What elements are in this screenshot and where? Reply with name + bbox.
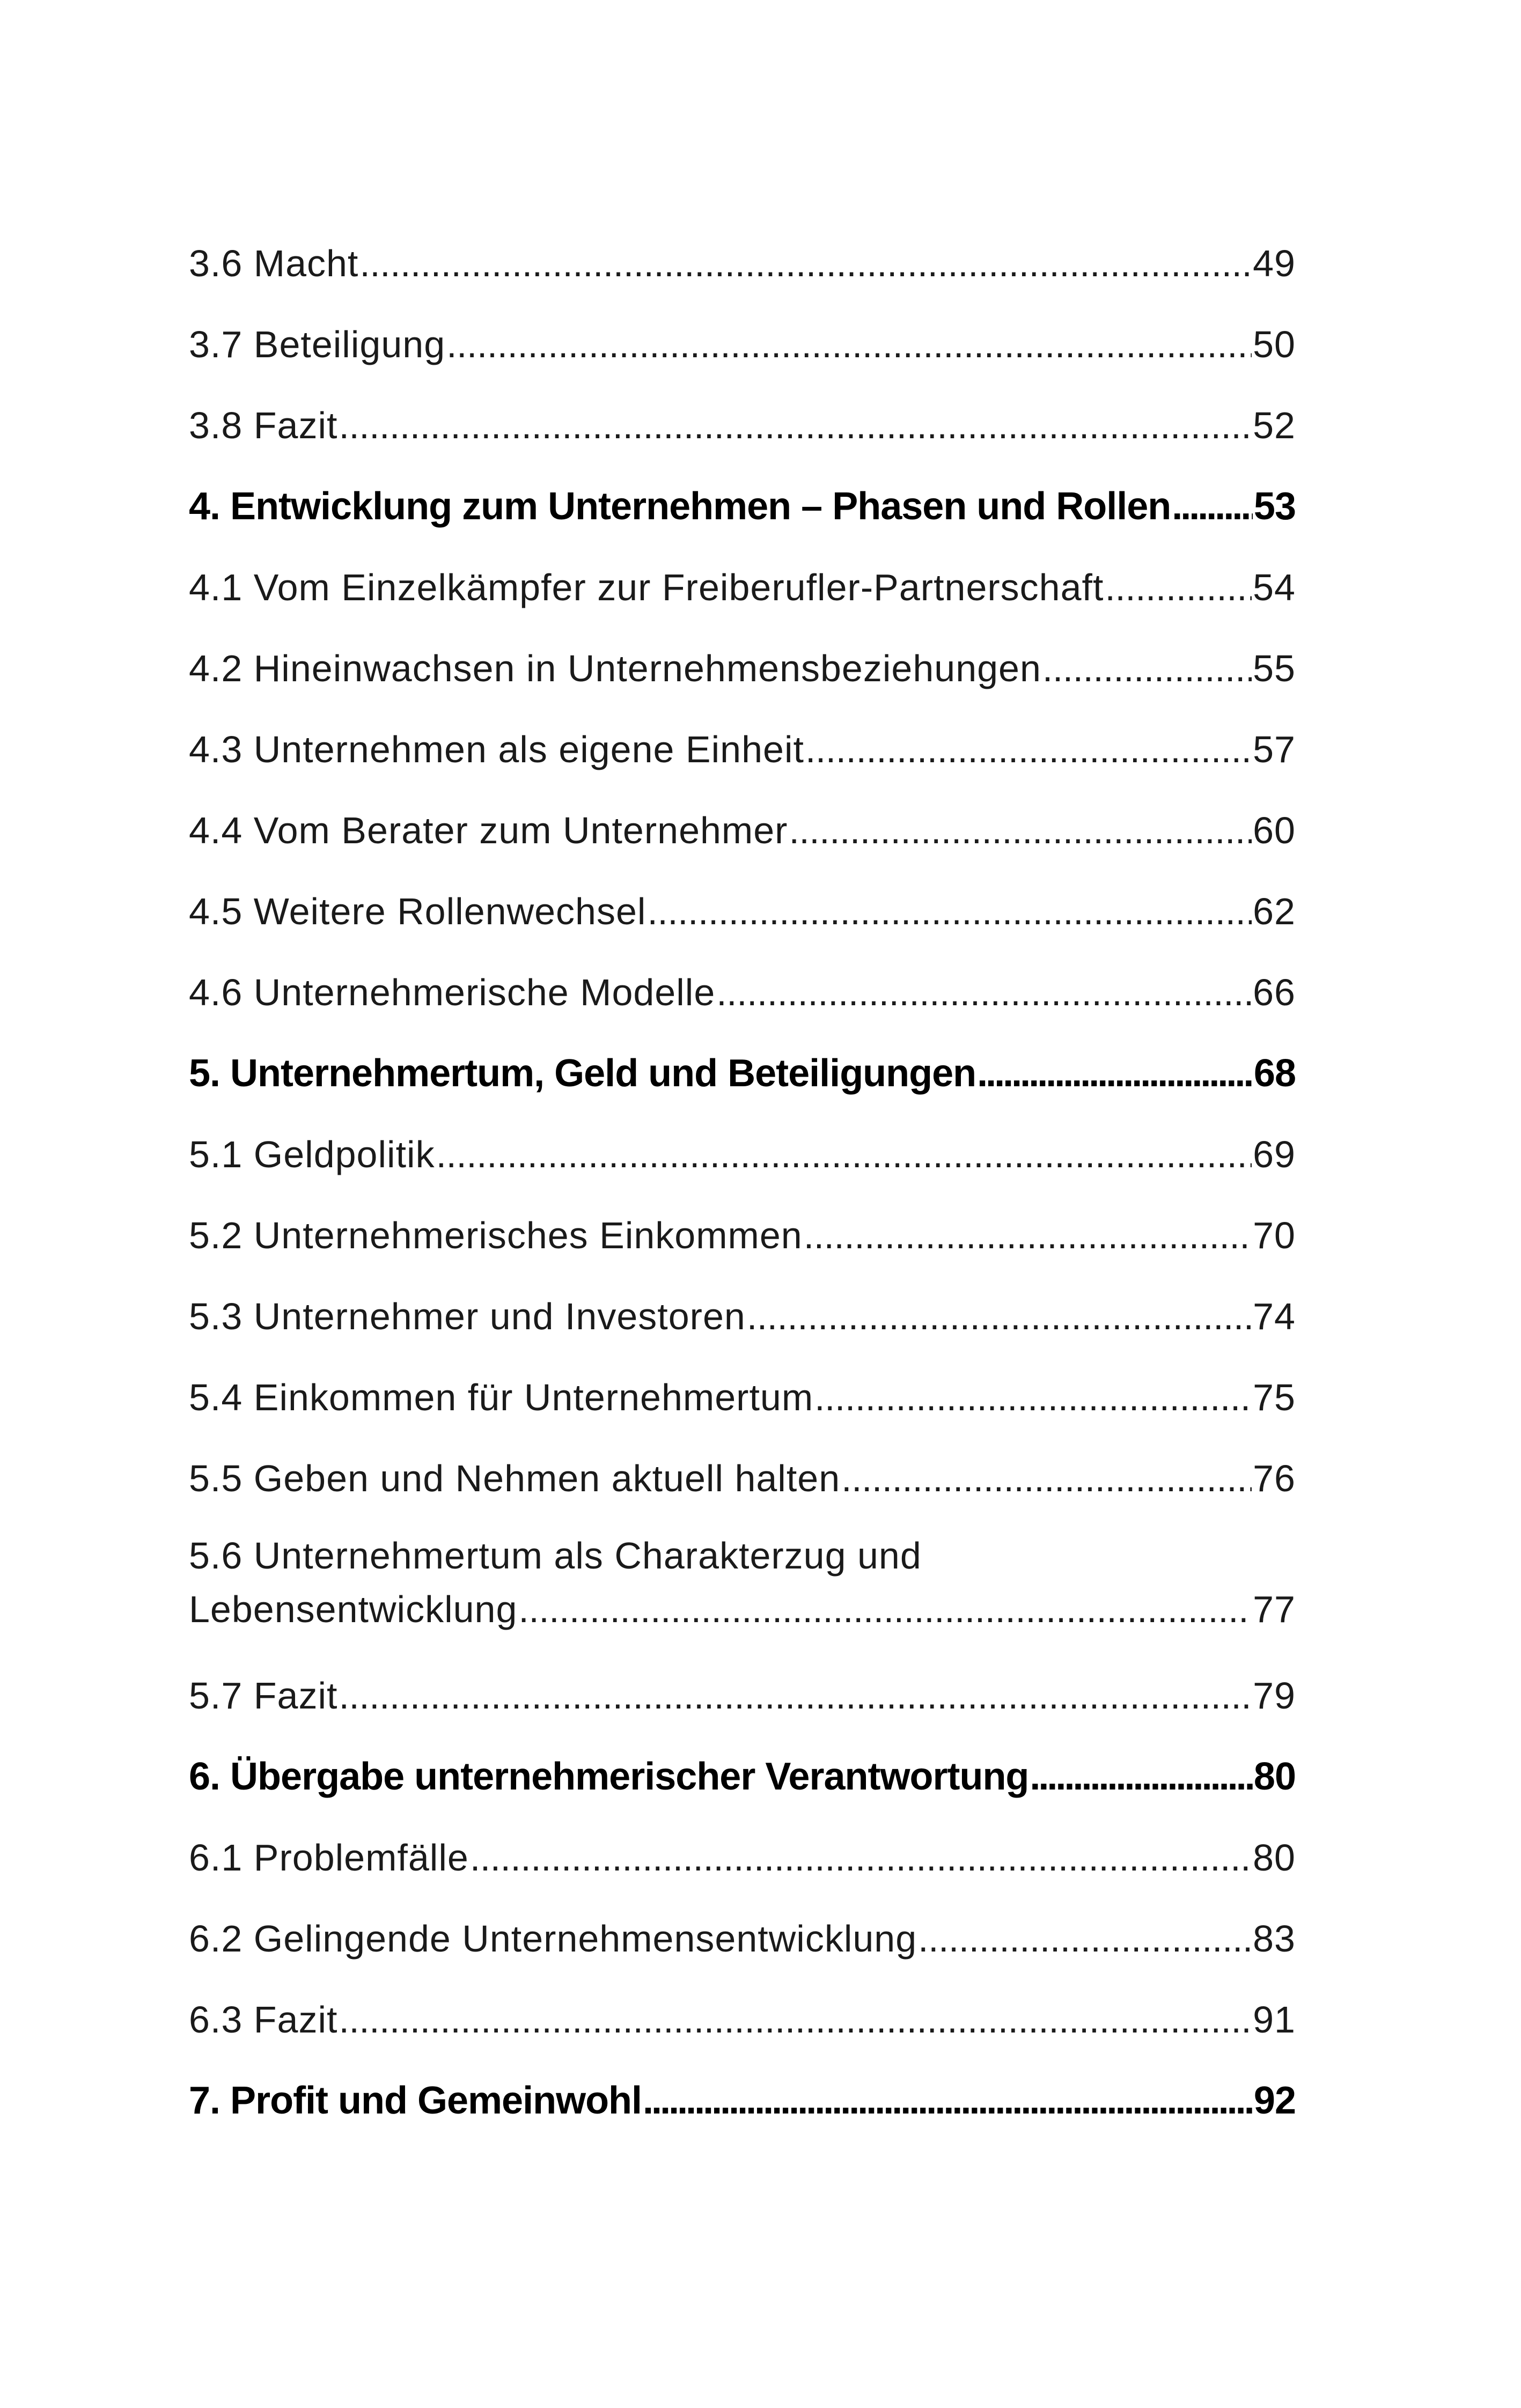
toc-entry-title: 6.1 Problemfälle xyxy=(189,1837,469,1879)
toc-entry-title: 5.5 Geben und Nehmen aktuell halten xyxy=(189,1457,841,1499)
toc-entry-4-1 xyxy=(189,547,1296,628)
dot-leader xyxy=(977,1033,1253,1114)
toc-entry-3-8 xyxy=(189,385,1296,466)
toc-entry-3-7 xyxy=(189,304,1296,385)
dot-leader xyxy=(339,1655,1252,1736)
toc-page-number: 66 xyxy=(1253,971,1296,1013)
dot-leader xyxy=(747,1276,1252,1357)
toc-entry-title: 3.6 Macht xyxy=(189,242,359,284)
toc-entry-title: 5.4 Einkommen für Unternehmertum xyxy=(189,1376,814,1418)
toc-page-number: 49 xyxy=(1253,242,1296,284)
toc-page-number: 62 xyxy=(1253,890,1296,932)
table-of-contents xyxy=(189,223,1296,2141)
toc-chapter-title: 5. Unternehmertum, Geld und Beteiligungen xyxy=(189,1052,976,1095)
toc-page-number: 79 xyxy=(1253,1675,1296,1717)
toc-page-number: 80 xyxy=(1253,1837,1296,1879)
toc-page-number: 83 xyxy=(1253,1918,1296,1960)
dot-leader xyxy=(1030,1736,1253,1817)
toc-entry-title: 5.1 Geldpolitik xyxy=(189,1133,435,1175)
toc-entry-5-5 xyxy=(189,1438,1296,1519)
dot-leader xyxy=(1172,466,1253,547)
dot-leader xyxy=(470,1817,1252,1898)
dot-leader xyxy=(359,223,1252,304)
toc-page-number: 52 xyxy=(1253,404,1296,446)
toc-chapter-7 xyxy=(189,2060,1296,2141)
dot-leader xyxy=(918,1898,1252,1979)
toc-entry-title: 4.2 Hineinwachsen in Unternehmensbeziehungen xyxy=(189,647,1041,689)
dot-leader xyxy=(804,1195,1252,1276)
dot-leader xyxy=(643,2060,1253,2141)
toc-entry-5-4 xyxy=(189,1357,1296,1438)
toc-entry-5-1 xyxy=(189,1114,1296,1195)
dot-leader xyxy=(436,1114,1252,1195)
dot-leader xyxy=(814,1357,1252,1438)
toc-entry-4-2 xyxy=(189,628,1296,709)
toc-entry-title-line2: Lebensentwicklung xyxy=(189,1588,518,1630)
toc-chapter-title: 7. Profit und Gemeinwohl xyxy=(189,2079,642,2122)
toc-chapter-5 xyxy=(189,1033,1296,1114)
toc-page-number: 77 xyxy=(1253,1588,1296,1630)
toc-entry-title: 4.4 Vom Berater zum Unternehmer xyxy=(189,809,788,851)
toc-entry-title: 5.3 Unternehmer und Investoren xyxy=(189,1295,746,1337)
toc-entry-title: 3.8 Fazit xyxy=(189,404,338,446)
dot-leader xyxy=(339,1979,1252,2060)
toc-entry-title: 4.5 Weitere Rollenwechsel xyxy=(189,890,646,932)
toc-entry-3-6 xyxy=(189,223,1296,304)
dot-leader xyxy=(789,790,1252,871)
toc-entry-title-line2-row xyxy=(189,1582,1296,1636)
toc-chapter-6 xyxy=(189,1736,1296,1817)
dot-leader xyxy=(446,304,1252,385)
toc-entry-title: 4.6 Unternehmerische Modelle xyxy=(189,971,716,1013)
dot-leader xyxy=(339,385,1252,466)
toc-page-number: 70 xyxy=(1253,1214,1296,1256)
toc-entry-title-line1: 5.6 Unternehmertum als Charakterzug und xyxy=(189,1535,922,1577)
toc-chapter-title: 4. Entwicklung zum Unternehmen – Phasen und Rollen xyxy=(189,485,1171,528)
toc-page-number: 55 xyxy=(1253,647,1296,689)
toc-page-number: 69 xyxy=(1253,1133,1296,1175)
toc-entry-title: 3.7 Beteiligung xyxy=(189,323,446,365)
toc-entry-5-3 xyxy=(189,1276,1296,1357)
toc-entry-6-1 xyxy=(189,1817,1296,1898)
toc-page-number: 92 xyxy=(1253,2079,1296,2122)
toc-entry-6-2 xyxy=(189,1898,1296,1979)
toc-entry-title: 5.7 Fazit xyxy=(189,1675,338,1717)
toc-page-number: 75 xyxy=(1253,1376,1296,1418)
toc-page-number: 53 xyxy=(1253,485,1296,528)
dot-leader xyxy=(716,952,1252,1033)
toc-entry-6-3 xyxy=(189,1979,1296,2060)
toc-page-number: 68 xyxy=(1253,1052,1296,1095)
dot-leader xyxy=(518,1582,1252,1636)
toc-chapter-4 xyxy=(189,466,1296,547)
toc-entry-5-6 xyxy=(189,1519,1296,1655)
toc-entry-4-3 xyxy=(189,709,1296,790)
toc-entry-title: 6.3 Fazit xyxy=(189,1999,338,2041)
toc-chapter-title: 6. Übergabe unternehmerischer Verantwortung xyxy=(189,1755,1029,1798)
toc-entry-5-7 xyxy=(189,1655,1296,1736)
toc-page-number: 50 xyxy=(1253,323,1296,365)
toc-entry-title: 6.2 Gelingende Unternehmensentwicklung xyxy=(189,1918,917,1960)
toc-entry-4-4 xyxy=(189,790,1296,871)
toc-page-number: 54 xyxy=(1253,566,1296,608)
toc-entry-title: 4.3 Unternehmen als eigene Einheit xyxy=(189,728,804,770)
toc-entry-title: 5.2 Unternehmerisches Einkommen xyxy=(189,1214,803,1256)
toc-entry-title: 4.1 Vom Einzelkämpfer zur Freiberufler-Partnerschaft xyxy=(189,566,1104,608)
toc-entry-5-2 xyxy=(189,1195,1296,1276)
toc-page-number: 57 xyxy=(1253,728,1296,770)
toc-entry-4-5 xyxy=(189,871,1296,952)
dot-leader xyxy=(1105,547,1252,628)
toc-page-number: 91 xyxy=(1253,1999,1296,2041)
toc-page-number: 76 xyxy=(1253,1457,1296,1499)
toc-page-number: 60 xyxy=(1253,809,1296,851)
toc-entry-4-6 xyxy=(189,952,1296,1033)
toc-page-number: 74 xyxy=(1253,1295,1296,1337)
dot-leader xyxy=(647,871,1252,952)
toc-page-number: 80 xyxy=(1253,1755,1296,1798)
dot-leader xyxy=(805,709,1252,790)
dot-leader xyxy=(1042,628,1252,709)
dot-leader xyxy=(841,1438,1252,1519)
